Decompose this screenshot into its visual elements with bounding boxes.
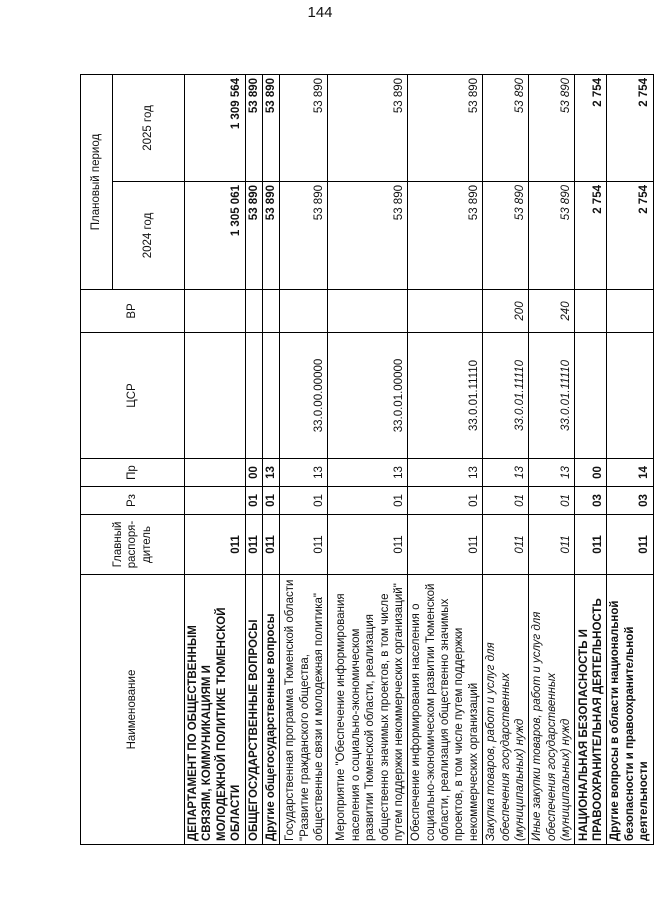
row-name: Другие общегосударственные вопросы [262,575,279,845]
header-gr: Главный распоря-дитель [81,515,185,575]
row-2024: 53 890 [328,182,408,290]
row-csr: 33.0.00.00000 [280,333,328,459]
row-csr [245,333,262,459]
row-pr: 13 [262,459,279,487]
row-2024: 53 890 [483,182,529,290]
table-row [408,74,483,844]
row-pr: 13 [483,459,529,487]
row-pr: 13 [280,459,328,487]
row-pr: 00 [245,459,262,487]
row-gr: 011 [245,515,262,575]
row-2024: 53 890 [262,182,279,290]
table-row [262,74,279,844]
row-csr: 33.0.01.11110 [483,333,529,459]
row-vr: 240 [529,290,575,333]
table-row [280,74,328,844]
table-row [483,74,529,844]
row-rz: 01 [280,487,328,515]
budget-table [80,74,654,845]
row-rz: 03 [607,487,653,515]
row-name: Закупка товаров, работ и услуг для обеспечения государственных (муниципальных) нужд [483,575,529,845]
row-gr: 011 [280,515,328,575]
row-pr: 13 [328,459,408,487]
table-row [245,74,262,844]
row-2024: 53 890 [245,182,262,290]
row-rz: 01 [328,487,408,515]
row-rz: 01 [262,487,279,515]
row-csr [185,333,246,459]
row-2024: 53 890 [280,182,328,290]
row-vr [408,290,483,333]
row-name: ОБЩЕГОСУДАРСТВЕННЫЕ ВОПРОСЫ [245,575,262,845]
row-gr: 011 [185,515,246,575]
row-2024: 2 754 [575,182,607,290]
table-row [529,74,575,844]
table-row [575,74,607,844]
row-2024: 53 890 [408,182,483,290]
row-pr: 13 [408,459,483,487]
header-csr: ЦСР [81,333,185,459]
row-name: НАЦИОНАЛЬНАЯ БЕЗОПАСНОСТЬ И ПРАВООХРАНИТЕЛЬНАЯ ДЕЯТЕЛЬНОСТЬ [575,575,607,845]
row-name: Другие вопросы в области национальной безопасности и правоохранительной деятельности [607,575,653,845]
row-rz: 01 [408,487,483,515]
header-planned-period: Плановый период [81,74,113,289]
table-row [328,74,408,844]
row-vr [607,290,653,333]
header-2025: 2025 год [113,74,185,181]
header-vr: ВР [81,290,185,333]
row-name: ДЕПАРТАМЕНТ ПО ОБЩЕСТВЕННЫМ СВЯЗЯМ, КОММУНИКАЦИЯМ И МОЛОДЕЖНОЙ ПОЛИТИКЕ ТЮМЕНСКОЙ ОБЛАСТИ [185,575,246,845]
row-gr: 011 [328,515,408,575]
row-csr: 33.0.01.11110 [529,333,575,459]
row-vr [575,290,607,333]
row-2025: 53 890 [245,74,262,181]
row-vr: 200 [483,290,529,333]
row-pr: 13 [529,459,575,487]
table-row [607,74,653,844]
row-gr: 011 [262,515,279,575]
table-body [185,74,654,844]
row-2025: 53 890 [262,74,279,181]
header-rz: Рз [81,487,185,515]
table-row [185,74,246,844]
row-2025: 2 754 [607,74,653,181]
row-vr [262,290,279,333]
row-2025: 53 890 [483,74,529,181]
row-csr [575,333,607,459]
row-2025: 53 890 [328,74,408,181]
header-pr: Пр [81,459,185,487]
row-name: Государственная программа Тюменской области "Развитие гражданского общества, общественные связи и молодежная политика" [280,575,328,845]
row-2025: 1 309 564 [185,74,246,181]
row-name: Иные закупки товаров, работ и услуг для обеспечения государственных (муниципальных) нужд [529,575,575,845]
header-name: Наименование [81,575,185,845]
row-csr: 33.0.01.11110 [408,333,483,459]
page-number: 144 [307,4,333,21]
row-pr [185,459,246,487]
row-name: Обеспечение информирования населения о социально-экономическом развитии Тюменской области, реализация общественно значимых проектов, в том числе путем поддержки некоммерческих организаций [408,575,483,845]
row-gr: 011 [483,515,529,575]
row-csr: 33.0.01.00000 [328,333,408,459]
row-2025: 2 754 [575,74,607,181]
row-pr: 14 [607,459,653,487]
budget-table-rotated [80,75,651,845]
header-2024: 2024 год [113,182,185,290]
row-rz: 01 [529,487,575,515]
row-2025: 53 890 [408,74,483,181]
row-name: Мероприятие "Обеспечение информирования населения о социально-экономическом развитии Тюменской области, реализация общественно значимых проектов, в том числе путем поддержки некоммерческих организаций" [328,575,408,845]
row-rz: 01 [245,487,262,515]
row-vr [185,290,246,333]
row-rz: 03 [575,487,607,515]
row-vr [280,290,328,333]
row-rz: 01 [483,487,529,515]
row-2024: 53 890 [529,182,575,290]
row-gr: 011 [529,515,575,575]
row-gr: 011 [575,515,607,575]
row-gr: 011 [408,515,483,575]
row-2025: 53 890 [529,74,575,181]
row-csr [262,333,279,459]
row-csr [607,333,653,459]
row-2025: 53 890 [280,74,328,181]
row-2024: 1 305 061 [185,182,246,290]
row-rz [185,487,246,515]
row-2024: 2 754 [607,182,653,290]
row-vr [245,290,262,333]
row-pr: 00 [575,459,607,487]
row-vr [328,290,408,333]
row-gr: 011 [607,515,653,575]
